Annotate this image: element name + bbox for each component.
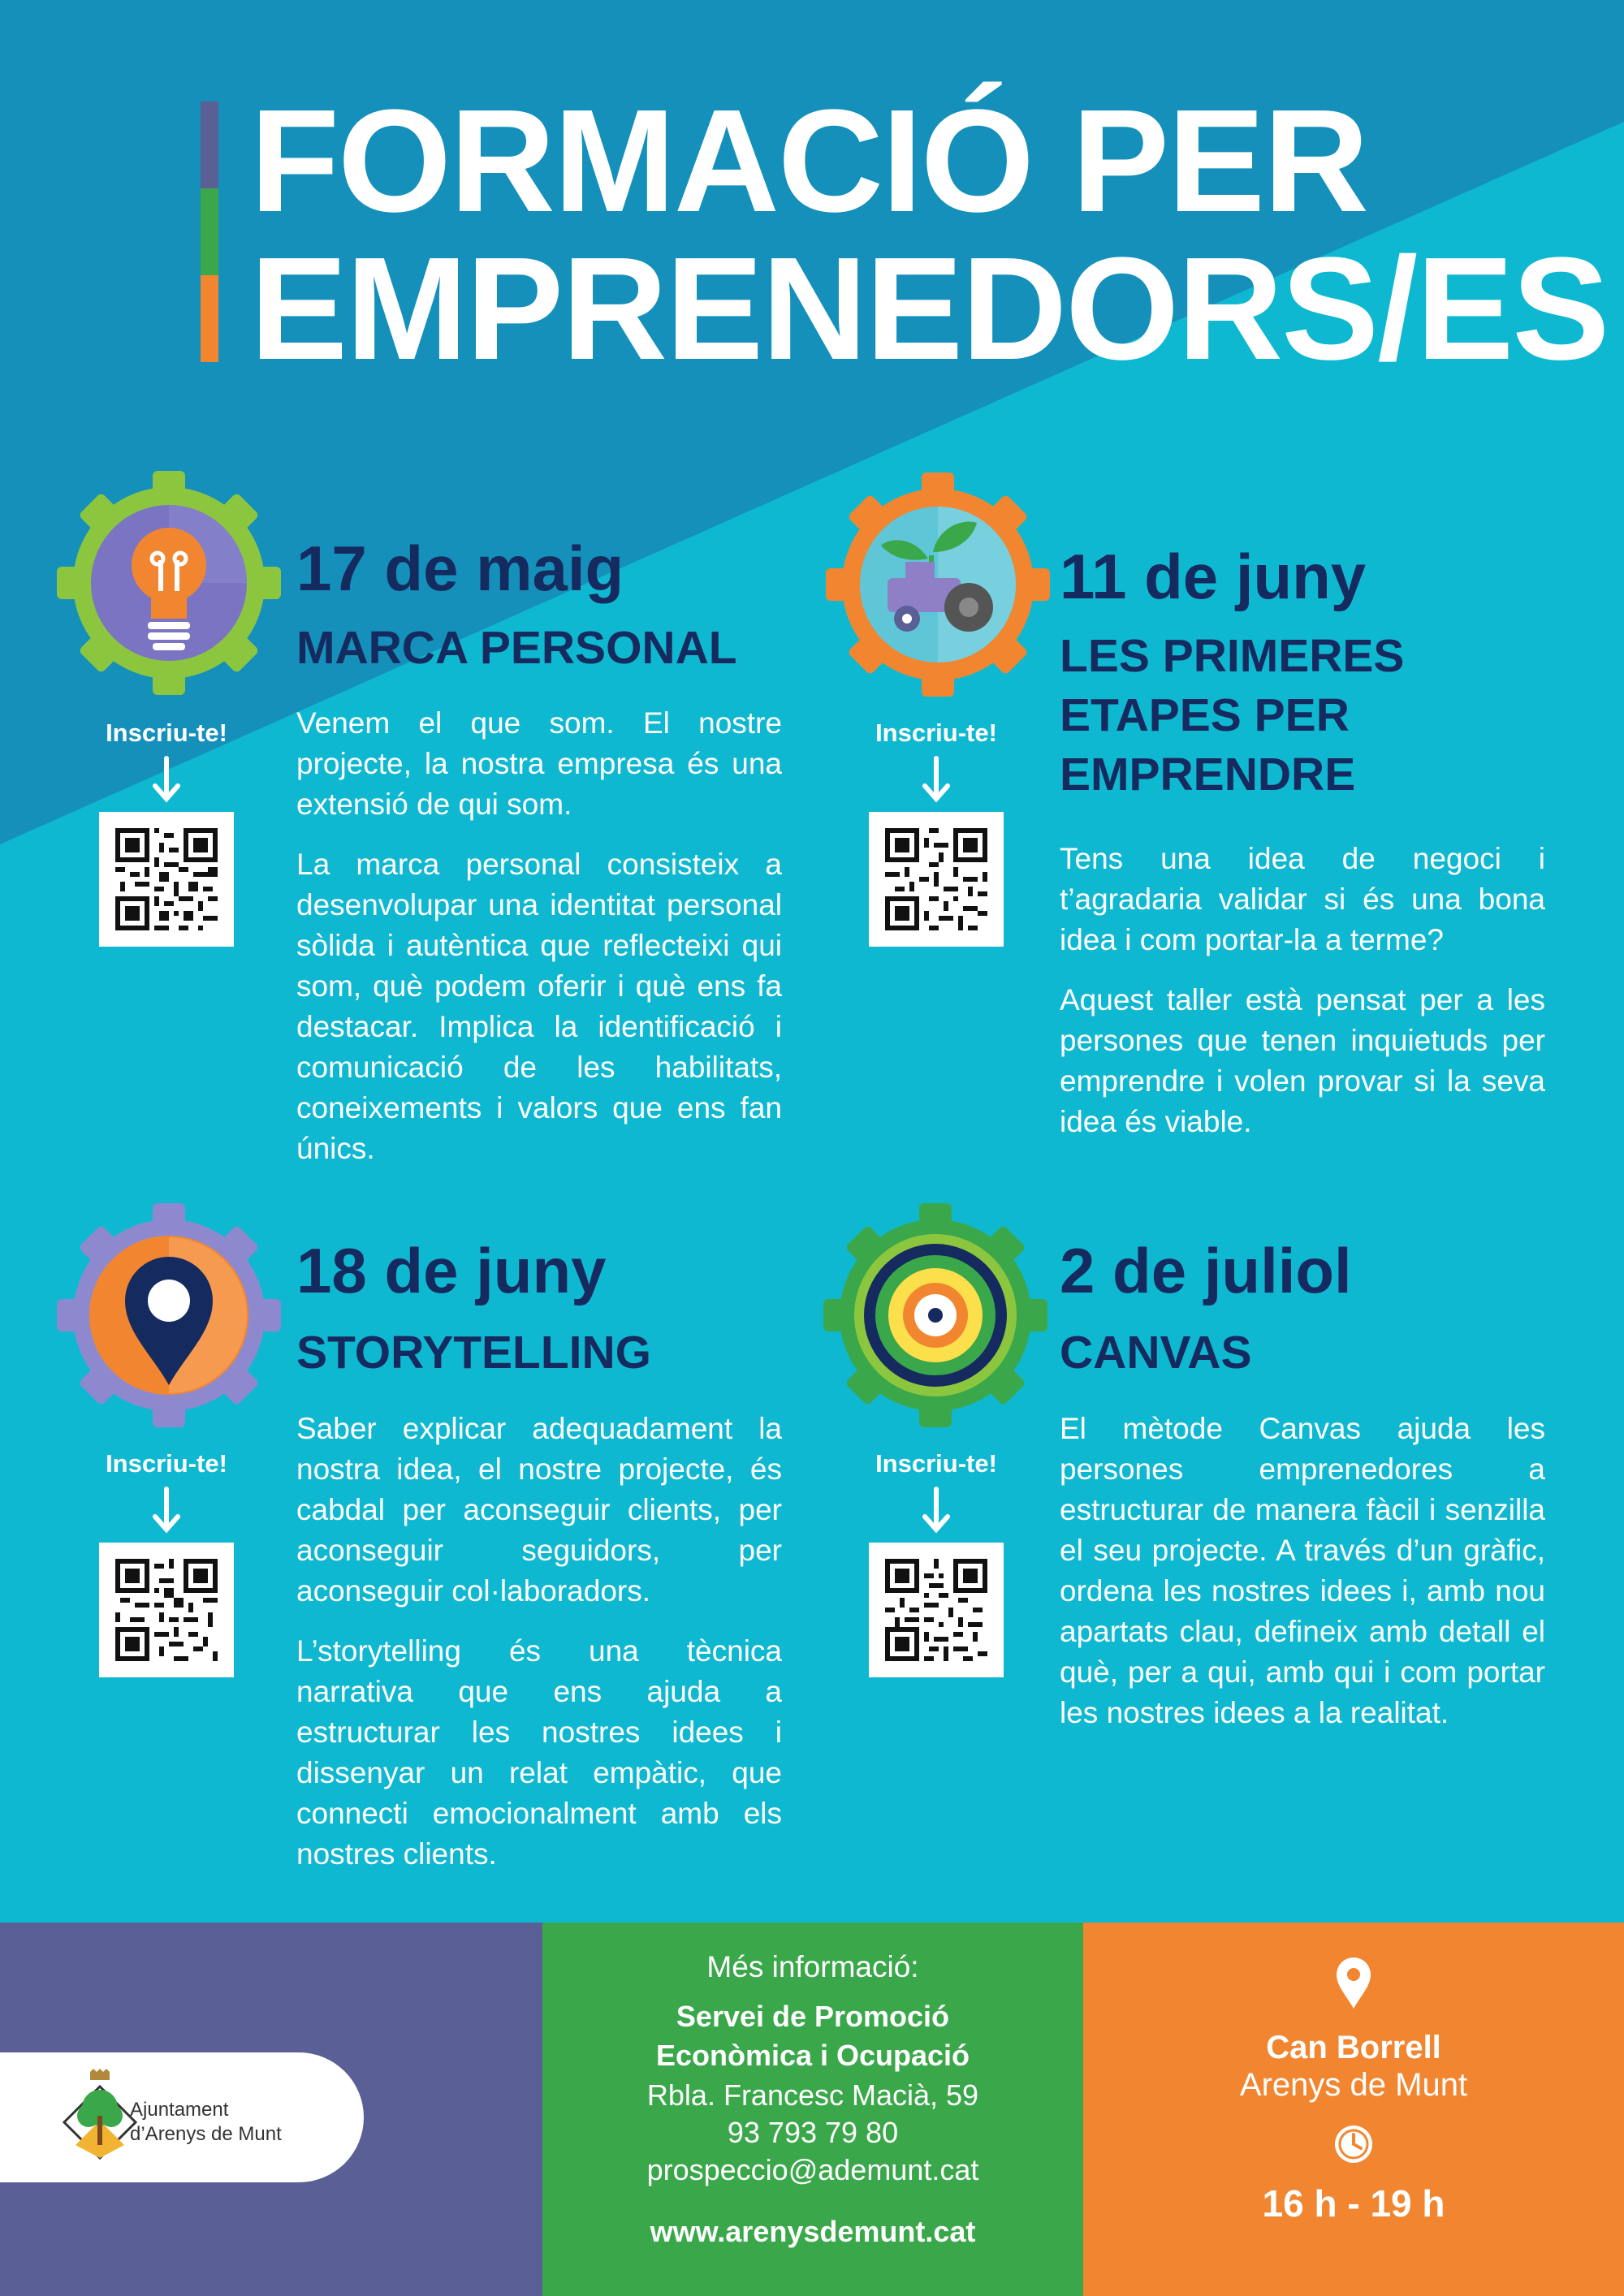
tractor-plant-gear-icon — [824, 471, 1052, 698]
info-organisation — [542, 1997, 1083, 2075]
footer-venue-panel — [1083, 1923, 1624, 2296]
info-phone[interactable]: 93 793 79 80 — [727, 2116, 899, 2149]
info-website-link[interactable]: www.arenysdemunt.cat — [650, 2215, 976, 2248]
footer-info-panel — [542, 1923, 1083, 2296]
logo-line-2: d’Arenys de Munt — [130, 2123, 282, 2145]
register-label: Inscriu-te! — [875, 719, 997, 747]
arrow-down-icon — [920, 1486, 952, 1534]
town-crest-icon — [61, 2069, 139, 2166]
org-line-2: Econòmica i Ocupació — [655, 2039, 970, 2072]
location-pin-icon — [1335, 1957, 1372, 2010]
venue-name: Can Borrell — [1266, 2030, 1441, 2065]
register-label: Inscriu-te! — [106, 719, 227, 747]
qr-code-session-4[interactable] — [869, 1543, 1004, 1677]
page-title — [250, 80, 1609, 391]
org-line-1: Servei de Promoció — [676, 2000, 950, 2033]
session-title: LES PRIMERES ETAPES PER EMPRENDRE — [1060, 630, 1405, 801]
arrow-down-icon — [150, 1486, 183, 1534]
qr-code-icon — [115, 828, 218, 930]
title-line-2: EMPRENEDORS/ES — [250, 227, 1609, 391]
qr-code-icon — [115, 1559, 218, 1661]
map-pin-gear-icon — [55, 1202, 283, 1429]
session-title: MARCA PERSONAL — [296, 622, 737, 674]
qr-code-icon — [885, 828, 987, 930]
session-time: 16 h - 19 h — [1262, 2182, 1445, 2225]
qr-code-session-2[interactable] — [869, 812, 1004, 947]
session-title: CANVAS — [1060, 1327, 1252, 1379]
paragraph: Venem el que som. El nostre projecte, la nostra empresa és una extensió de qui som. — [296, 706, 782, 821]
qr-code-icon — [885, 1559, 987, 1661]
info-contact — [542, 2077, 1083, 2189]
session-description — [1060, 1409, 1545, 1753]
session-description — [296, 1409, 782, 1894]
qr-code-session-1[interactable] — [99, 812, 234, 947]
arrow-down-icon — [920, 755, 952, 804]
paragraph: L’storytelling és una tècnica narrativa que ens ajuda a estructurar les nostres idees i dissenyar un relat empàtic, que connecti emocionalment amb els nostres clients. — [296, 1634, 782, 1871]
title-accent-bars — [201, 101, 218, 362]
title-line-1: FORMACIÓ PER — [250, 80, 1368, 243]
logo-line-1: Ajuntament — [130, 2099, 229, 2121]
session-description — [1060, 839, 1545, 1162]
clock-icon — [1333, 2124, 1374, 2164]
session-date: 18 de juny — [296, 1235, 607, 1306]
session-date: 2 de juliol — [1060, 1235, 1352, 1306]
info-heading: Més informació: — [706, 1950, 919, 1983]
paragraph: Saber explicar adequadament la nostra idea, el nostre projecte, és cabdal per aconseguir clients, per aconseguir seguidors, per aconseguir col·laboradors. — [296, 1412, 782, 1608]
session-date: 11 de juny — [1060, 541, 1367, 612]
arrow-down-icon — [150, 755, 183, 804]
register-label: Inscriu-te! — [875, 1449, 997, 1478]
info-email[interactable]: prospeccio@ademunt.cat — [646, 2153, 979, 2186]
session-title: STORYTELLING — [296, 1327, 652, 1379]
register-label: Inscriu-te! — [106, 1449, 227, 1478]
venue-town: Arenys de Munt — [1239, 2067, 1468, 2103]
paragraph: La marca personal consisteix a desenvolupar una identitat personal sòlida i autèntica que reflecteixi qui som, què podem oferir i què ens fa destacar. Implica la identificació i comunicació de les habilitats, coneixements i valors que ens fan únics. — [296, 848, 782, 1165]
session-description — [296, 703, 782, 1189]
paragraph: Aquest taller està pensat per a les persones que tenen inquietuds per emprendre i volen provar si la seva idea és viable. — [1060, 983, 1545, 1138]
logo-badge — [0, 2052, 364, 2182]
logo-text — [130, 2098, 282, 2147]
footer-logo-panel — [0, 1923, 542, 2296]
info-address: Rbla. Francesc Macià, 59 — [646, 2078, 979, 2112]
session-date: 17 de maig — [296, 533, 624, 604]
paragraph: El mètode Canvas ajuda les persones emprenedores a estructurar de manera fàcil i senzilla el seu projecte. A través d’un gràfic, ordena les nostres idees i, amb nou apartats clau, defineix amb detall el què, per a qui, amb qui i com portar les nostres idees a la realitat. — [1060, 1412, 1545, 1729]
lightbulb-gear-icon — [55, 469, 283, 697]
target-gear-icon — [822, 1202, 1049, 1429]
qr-code-session-3[interactable] — [99, 1543, 234, 1677]
paragraph: Tens una idea de negoci i t’agradaria validar si és una bona idea i com portar-la a terme? — [1060, 842, 1545, 956]
